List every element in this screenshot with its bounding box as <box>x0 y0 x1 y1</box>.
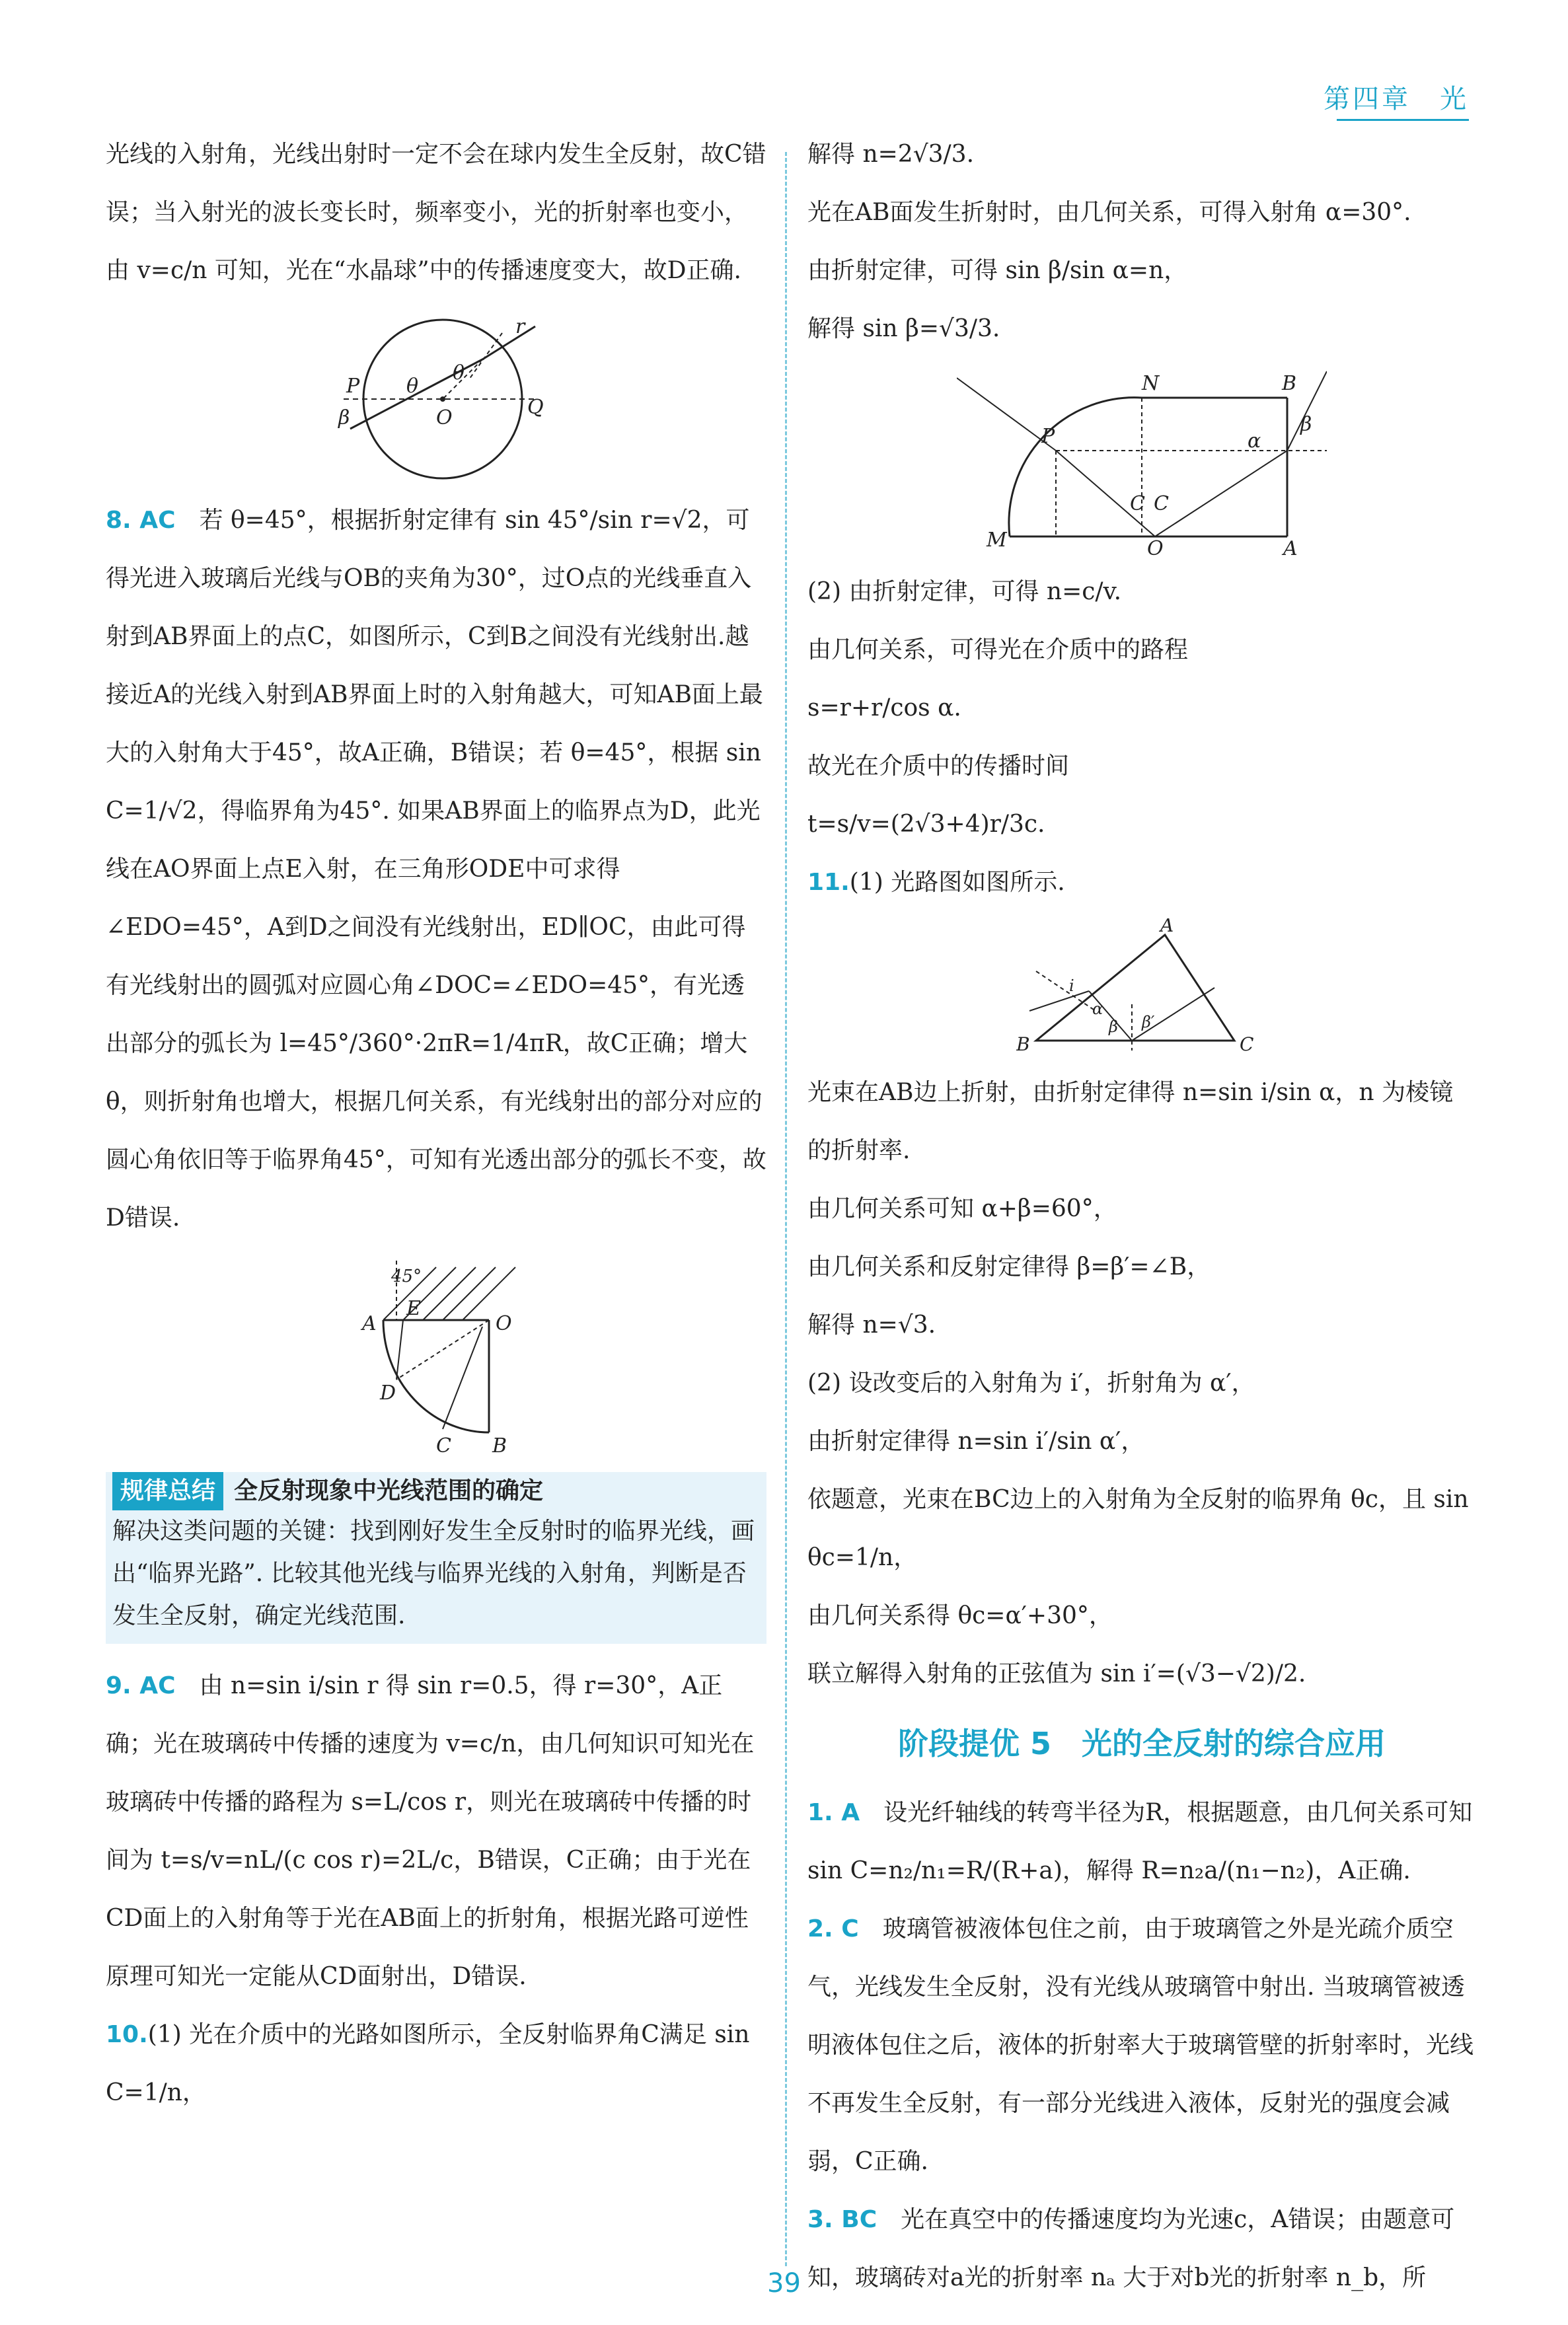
fig2-label-a: A <box>362 1312 377 1335</box>
fig2-label-e: E <box>406 1297 421 1320</box>
fig3-label-c1: C <box>1130 492 1145 515</box>
stage-answer-2 <box>807 1900 1476 2191</box>
left-column <box>106 126 766 2122</box>
fig1-label-theta1: θ <box>406 375 419 398</box>
fig3-label-p: P <box>1041 425 1055 448</box>
answer-9 <box>106 1657 766 2006</box>
right-para-1: 解得 n=2√3/3. 光在AB面发生折射时，由几何关系，可得入射角 α=30°. 由折射定律，可得 sin β/sin α=n， 解得 sin β=√3/3. <box>807 141 1411 342</box>
figure-sphere <box>317 307 555 485</box>
answer-9-number: 9. AC <box>106 1672 176 1699</box>
stage-answer-3-number: 3. BC <box>807 2206 877 2233</box>
figure-quarter-circle <box>344 1254 529 1459</box>
stage-answer-2-text: 玻璃管被液体包住之前，由于玻璃管之外是光疏介质空气，光线发生全反射，没有光线从玻璃管中射出. 当玻璃管被透明液体包住之后，液体的折射率大于玻璃管壁的折射率时，光线不再发生全反射，有一部分光线进入液体，反射光的强度会减弱，C正确. <box>807 1915 1474 2175</box>
fig4-label-alpha: α <box>1092 1000 1103 1018</box>
answer-8-number: 8. AC <box>106 507 176 534</box>
fig4-label-beta-prime: β′ <box>1142 1013 1155 1031</box>
stage-answer-3-text: 光在真空中的传播速度均为光速c，A错误；由题意可知，玻璃砖对a光的折射率 nₐ 大于对b光的折射率 n_b，所 <box>807 2206 1455 2291</box>
fig1-label-theta2: θ <box>453 361 465 385</box>
fig1-label-q: Q <box>527 396 544 419</box>
fig3-label-o: O <box>1147 537 1164 556</box>
answer-8-text: 若 θ=45°，根据折射定律有 sin 45°/sin r=√2，可得光进入玻璃后光线与OB的夹角为30°，过O点的光线垂直入射到AB界面上的点C，如图所示，C到B之间没有光线射出.越接近A的光线入射到AB界面上时的入射角越大，可知AB面上最大的入射角大于45°，故A正确，B错误；若 θ=45°，根据 sin C=1/√2，得临界角为45°. 如果AB界面上的临界点为D，此光线在AO界面上点E入射，在三角形ODE中可求得∠EDO=45°，A到D之间没有光线射出，ED∥OC，由此可得有光线射出的圆弧对应圆心角∠DOC=∠EDO=45°，有光透出部分的弧长为 l=45°/360°·2πR=1/4πR，故C正确；增大θ，则折射角也增大，根据几何关系，有光线射出的部分对应的圆心角依旧等于临界角45°，可知有光透出部分的弧长不变，故D错误. <box>106 507 766 1232</box>
fig4-label-beta: β <box>1109 1017 1118 1036</box>
rule-summary-tag: 规律总结 <box>112 1472 223 1510</box>
answer-10-number: 10. <box>106 2021 148 2048</box>
rule-summary-title: 全反射现象中光线范围的确定 <box>234 1477 544 1504</box>
fig2-label-45: 45° <box>391 1267 422 1286</box>
fig3-label-m: M <box>987 529 1007 552</box>
fig4-label-i: i <box>1069 977 1074 995</box>
answer-11-text-a: (1) 光路图如图所示. <box>849 869 1065 896</box>
page-footer <box>0 2268 1568 2299</box>
fig1-label-o: O <box>436 406 453 429</box>
fig2-label-b: B <box>492 1434 507 1458</box>
column-divider <box>785 152 787 2266</box>
stage-answer-1 <box>807 1784 1476 1900</box>
fig3-label-n: N <box>1142 372 1160 395</box>
fig1-label-p: P <box>346 375 360 398</box>
left-para-0: 光线的入射角，光线出射时一定不会在球内发生全反射，故C错误；当入射光的波长变长时，频率变小，光的折射率也变小，由 v=c/n 可知，光在“水晶球”中的传播速度变大，故D正确. <box>106 141 766 284</box>
fig1-label-beta: β <box>338 406 350 429</box>
answer-9-text: 由 n=sin i/sin r 得 sin r=0.5，得 r=30°，A正确；光在玻璃砖中传播的速度为 v=c/n，由几何知识可知光在玻璃砖中传播的路程为 s=L/cos r，则光在玻璃砖中传播的时间为 t=s/v=nL/(c cos r)=2L/c，B错误，C正确；由于光在CD面上的入射角等于光在AB面上的折射角，根据光路可逆性原理可知光一定能从CD面射出，D错误. <box>106 1672 755 1990</box>
fig2-label-d: D <box>380 1382 396 1405</box>
fig2-label-o: O <box>496 1312 512 1335</box>
answer-10-text: (1) 光在介质中的光路如图所示，全反射临界角C满足 sin C=1/n， <box>106 2021 750 2106</box>
answer-8 <box>106 492 766 1247</box>
fig4-label-c: C <box>1240 1033 1254 1055</box>
fig4-label-a: A <box>1160 918 1174 936</box>
rule-summary-box <box>106 1472 766 1644</box>
fig4-label-b: B <box>1016 1033 1030 1055</box>
fig3-label-alpha: α <box>1248 429 1261 453</box>
chapter-header: 第四章 光 <box>1324 84 1469 114</box>
stage-answer-1-text: 设光纤轴线的转弯半径为R，根据题意，由几何关系可知 sin C=n₂/n₁=R/(R+a)，解得 R=n₂a/(n₁−n₂)，A正确. <box>807 1799 1473 1884</box>
stage-answer-2-number: 2. C <box>807 1915 859 1942</box>
fig2-label-c: C <box>436 1434 451 1458</box>
fig3-label-b: B <box>1282 372 1297 395</box>
figure-medium-path <box>957 365 1327 556</box>
right-para-2: (2) 由折射定律，可得 n=c/v. 由几何关系，可得光在介质中的路程 s=r+r/cos α. 故光在介质中的传播时间 t=s/v=(2√3+4)r/3c. <box>807 578 1189 838</box>
answer-11-number: 11. <box>807 869 850 896</box>
answer-10 <box>106 2006 766 2122</box>
page-number: 39 <box>767 2268 801 2299</box>
right-column <box>807 126 1476 2307</box>
fig1-label-r: r <box>515 315 525 338</box>
fig3-label-a: A <box>1283 537 1298 556</box>
rule-summary-body: 解决这类问题的关键：找到刚好发生全反射时的临界光线，画出“临界光路”. 比较其他光线与临界光线的入射角，判断是否发生全反射，确定光线范围. <box>112 1518 755 1629</box>
figure-prism <box>1016 918 1267 1057</box>
fig3-label-beta: β <box>1300 413 1312 436</box>
fig3-label-c2: C <box>1154 492 1169 515</box>
header-underline <box>1337 119 1469 121</box>
section-title: 阶段提优 5 光的全反射的综合应用 <box>897 1726 1386 1761</box>
answer-11-body: 光束在AB边上折射，由折射定律得 n=sin i/sin α，n 为棱镜的折射率. 由几何关系可知 α+β=60°， 由几何关系和反射定律得 β=β′=∠B， 解得 n=√3. (2) 设改变后的入射角为 i′，折射角为 α′， 由折射定律得 n=sin i′/sin α′， 依题意，光束在BC边上的入射角为全反射的临界角 θc，且 sin θc=1/n， 由几何关系得 θc=α′+30°， 联立解得入射角的正弦值为 sin i′=(√3−√2)/2. <box>807 1079 1469 1687</box>
stage-answer-1-number: 1. A <box>807 1799 860 1826</box>
answer-11-part1 <box>807 854 1476 912</box>
